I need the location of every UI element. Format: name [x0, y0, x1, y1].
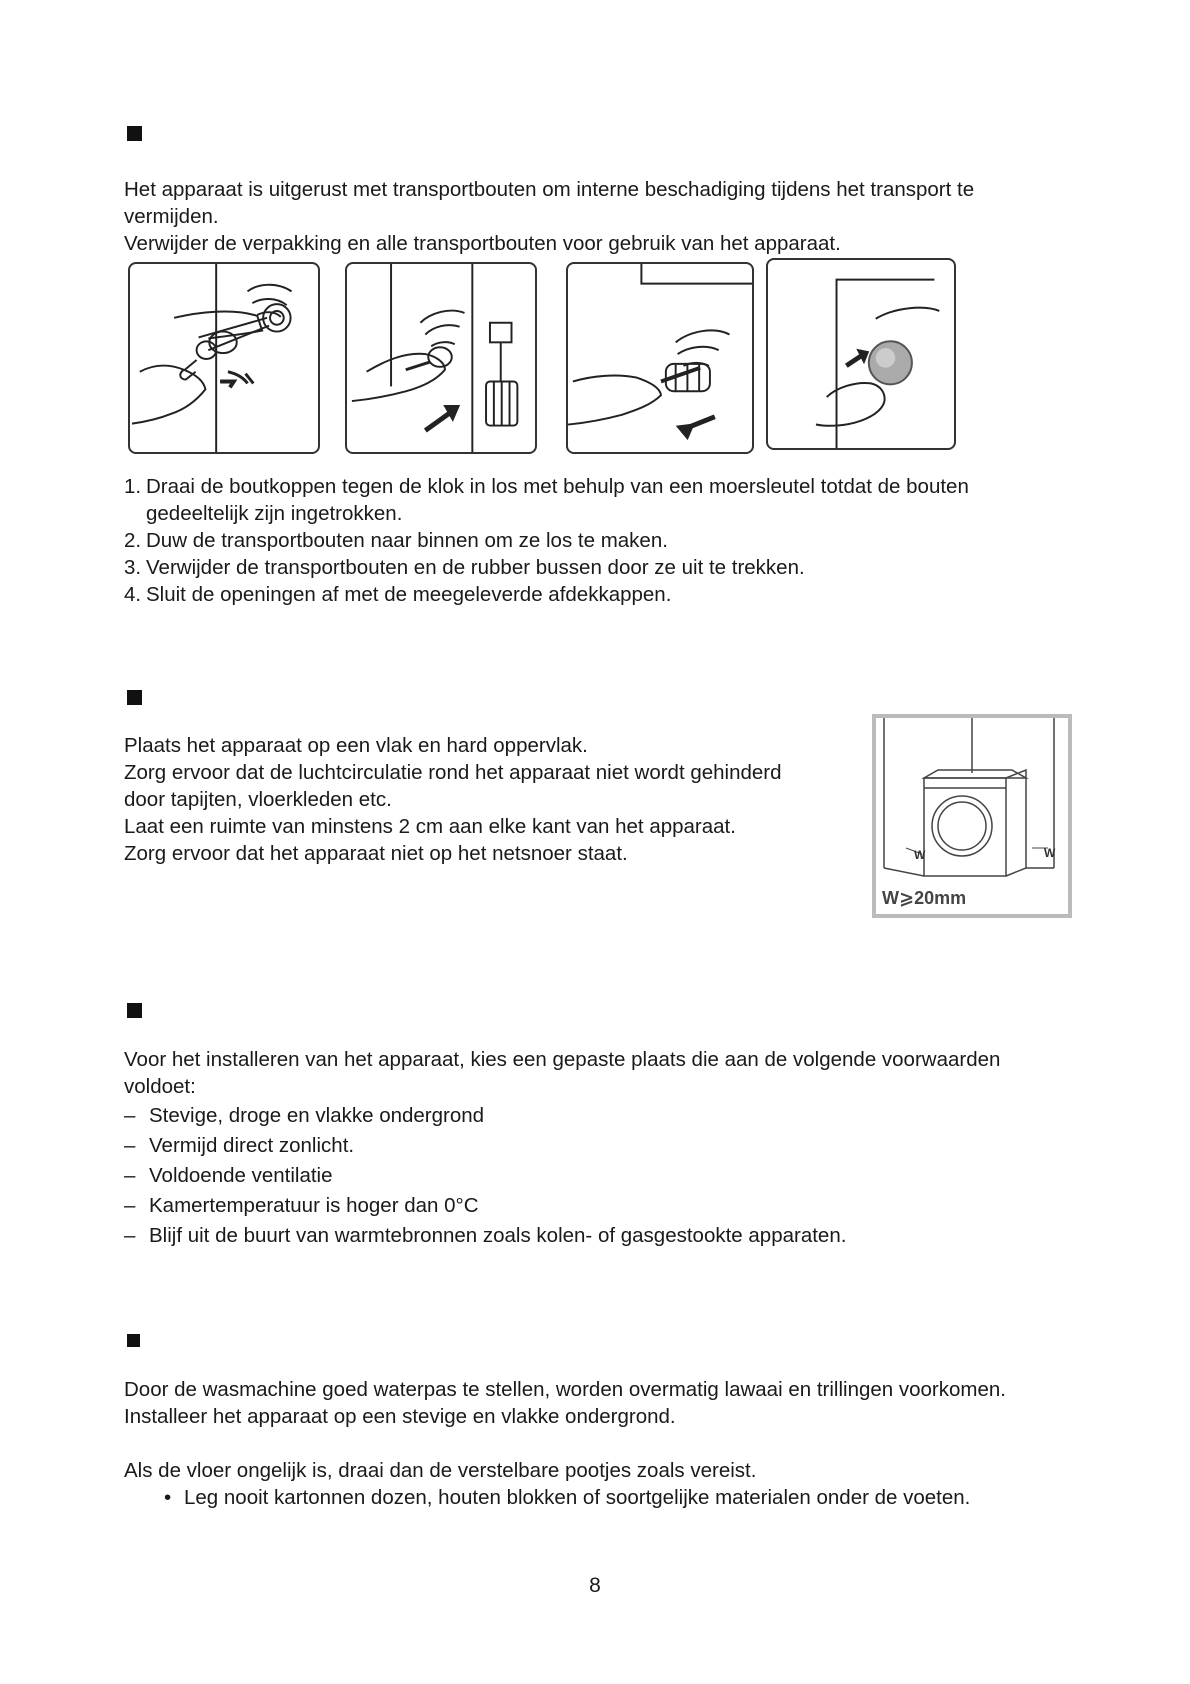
section4-text: [124, 1376, 1084, 1430]
push-bolt-icon: [345, 262, 537, 454]
paragraph: Het apparaat is uitgerust met transportbouten om interne beschadiging tijdens het transport te vermijden.: [124, 178, 975, 228]
w-label-right: W: [1044, 846, 1056, 860]
paragraph: Verwijder de verpakking en alle transportbouten voor gebruik van het apparaat.: [124, 232, 841, 255]
section1-text: [124, 176, 1064, 257]
bullet: •: [164, 1486, 172, 1509]
paragraph: Door de wasmachine goed waterpas te stellen, worden overmatig lawaai en trillingen voorkomen.: [124, 1378, 1006, 1401]
item-text: Leg nooit kartonnen dozen, houten blokken of soortgelijke materialen onder de voeten.: [184, 1486, 971, 1509]
paragraph: Zorg ervoor dat het apparaat niet op het netsnoer staat.: [124, 842, 628, 865]
dash: –: [124, 1104, 136, 1127]
paragraph: Laat een ruimte van minstens 2 cm aan elke kant van het apparaat.: [124, 815, 736, 838]
step-text: Sluit de openingen af met de meegeleverde afdekkappen.: [146, 583, 672, 606]
list-item: [124, 554, 1044, 581]
section4-text-2: [124, 1457, 1084, 1484]
section2-text: [124, 732, 824, 867]
cover-cap-icon: [766, 258, 956, 450]
list-item: [124, 473, 1044, 527]
feet-bullet-list: [164, 1484, 970, 1511]
dash: –: [124, 1134, 136, 1157]
list-item: [124, 1191, 846, 1221]
item-text: Vermijd direct zonlicht.: [149, 1134, 355, 1157]
item-text: Kamertemperatuur is hoger dan 0°C: [149, 1194, 479, 1217]
paragraph: Als de vloer ongelijk is, draai dan de verstelbare pootjes zoals vereist.: [124, 1459, 757, 1482]
list-item: [124, 1161, 846, 1191]
step-number: 3.: [124, 556, 142, 579]
step-number: 1.: [124, 475, 142, 498]
conditions-list: [124, 1101, 846, 1251]
step-text: Duw de transportbouten naar binnen om ze los te maken.: [146, 529, 668, 552]
section3-intro: [124, 1046, 1044, 1100]
list-item: [124, 527, 1044, 554]
step-text: Draai de boutkoppen tegen de klok in los met behulp van een moersleutel totdat de bouten gedeeltelijk zijn ingetrokken.: [146, 475, 969, 525]
w-label-left: W: [914, 848, 926, 862]
page-number: 8: [589, 1574, 601, 1597]
section-marker: [127, 1334, 140, 1347]
paragraph: Voor het installeren van het apparaat, kies een gepaste plaats die aan de volgende voorwaarden voldoet:: [124, 1048, 1001, 1098]
dash: –: [124, 1224, 136, 1247]
list-item: [124, 1221, 846, 1251]
clearance-caption: W⩾20mm: [882, 888, 967, 908]
section-marker: [127, 1003, 142, 1018]
steps-list: [124, 473, 1044, 608]
section-marker: [127, 690, 142, 705]
paragraph: Zorg ervoor dat de luchtcirculatie rond het apparaat niet wordt gehinderd door tapijten, vloerkleden etc.: [124, 761, 782, 811]
clearance-figure: [872, 714, 1072, 918]
list-item: [124, 1101, 846, 1131]
wrench-unscrew-bolt-icon: [128, 262, 320, 454]
step-text: Verwijder de transportbouten en de rubber bussen door ze uit te trekken.: [146, 556, 805, 579]
section-marker: [127, 126, 142, 141]
dash: –: [124, 1164, 136, 1187]
step-number: 4.: [124, 583, 142, 606]
list-item: [124, 581, 1044, 608]
list-item: [164, 1484, 970, 1511]
item-text: Stevige, droge en vlakke ondergrond: [149, 1104, 485, 1127]
step-number: 2.: [124, 529, 142, 552]
item-text: Blijf uit de buurt van warmtebronnen zoals kolen- of gasgestookte apparaten.: [149, 1224, 847, 1247]
pull-bolt-icon: [566, 262, 754, 454]
paragraph: Plaats het apparaat op een vlak en hard oppervlak.: [124, 734, 588, 757]
paragraph: Installeer het apparaat op een stevige en vlakke ondergrond.: [124, 1405, 676, 1428]
item-text: Voldoende ventilatie: [149, 1164, 333, 1187]
dash: –: [124, 1194, 136, 1217]
list-item: [124, 1131, 846, 1161]
